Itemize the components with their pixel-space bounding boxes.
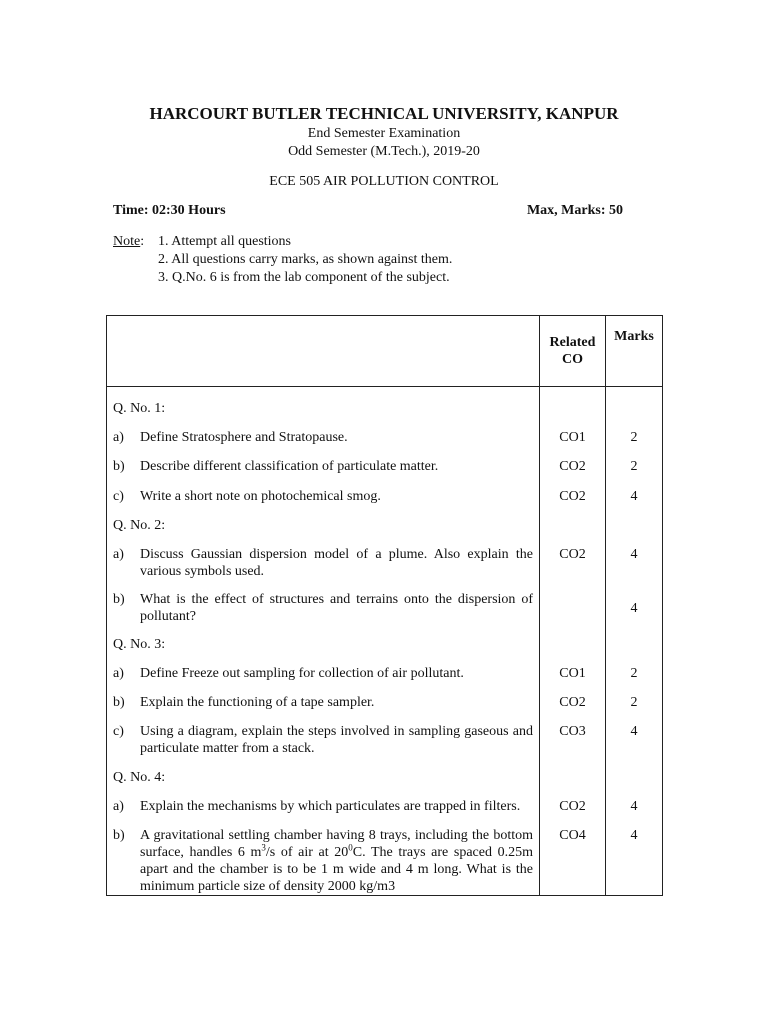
table-row	[107, 534, 663, 580]
marks-value: 2	[606, 653, 663, 682]
co-value: CO2	[540, 786, 606, 815]
co-value: CO2	[540, 534, 606, 580]
question-heading: Q. No. 4:	[107, 757, 540, 786]
marks-value: 4	[606, 786, 663, 815]
question-heading: Q. No. 2:	[107, 505, 540, 534]
question-text: Using a diagram, explain the steps involved in sampling gaseous and particulate matter from a stack.	[140, 724, 533, 756]
table-header-row	[107, 316, 663, 387]
co-value: CO4	[540, 815, 606, 896]
max-marks: Max, Marks: 50	[526, 203, 623, 218]
item-label: b)	[113, 459, 125, 474]
question-table	[106, 315, 663, 896]
item-label: b)	[113, 592, 125, 607]
item-label: c)	[113, 489, 124, 504]
question-text: Explain the functioning of a tape sampler.	[140, 695, 375, 710]
item-label: a)	[113, 430, 124, 445]
question-column-header	[107, 316, 540, 387]
note-line: 1. Attempt all questions	[158, 234, 291, 249]
related-co-header-line2: CO	[562, 352, 583, 367]
question-text-part: C. The trays are spaced 0.25m apart and the chamber is to be 1 m wide and 4 m long. What is the minimum particle size of density 2000 kg/m3	[140, 845, 533, 894]
question-heading-row	[107, 757, 663, 786]
marks-value: 4	[606, 711, 663, 757]
time-allowed: Time: 02:30 Hours	[113, 203, 226, 218]
note-label: Note	[113, 234, 141, 249]
instructions-note	[113, 233, 453, 285]
note-colon: :	[140, 234, 145, 249]
question-text: Discuss Gaussian dispersion model of a plume. Also explain the various symbols used.	[140, 547, 533, 579]
question-text-part: A gravitational settling chamber having 8 trays, including the bottom surface, handles 6 m	[140, 828, 533, 860]
table-row	[107, 446, 663, 475]
related-co-header	[540, 316, 606, 387]
related-co-header-line1: Related	[549, 335, 596, 350]
item-label: a)	[113, 799, 124, 814]
table-row	[107, 580, 663, 625]
marks-value: 4	[606, 534, 663, 580]
marks-value: 2	[606, 682, 663, 711]
table-row	[107, 682, 663, 711]
item-label: b)	[113, 828, 125, 843]
question-text: What is the effect of structures and terrains onto the dispersion of pollutant?	[140, 592, 533, 624]
table-row	[107, 475, 663, 505]
co-value: CO1	[540, 417, 606, 446]
co-value	[540, 580, 606, 625]
co-value: CO2	[540, 446, 606, 475]
table-row	[107, 815, 663, 896]
question-text-part: /s of air at 20	[265, 845, 349, 860]
question-text: Write a short note on photochemical smog.	[140, 489, 381, 504]
item-label: b)	[113, 695, 125, 710]
question-heading-row	[107, 505, 663, 534]
table-row	[107, 653, 663, 682]
exam-name: End Semester Examination	[307, 126, 461, 141]
co-value: CO1	[540, 653, 606, 682]
note-line: 2. All questions carry marks, as shown against them.	[158, 252, 453, 267]
table-row	[107, 417, 663, 446]
university-title: HARCOURT BUTLER TECHNICAL UNIVERSITY, KANPUR	[149, 104, 619, 123]
table-row	[107, 786, 663, 815]
course-title: ECE 505 AIR POLLUTION CONTROL	[269, 174, 499, 189]
co-value: CO3	[540, 711, 606, 757]
superscript: 0	[348, 842, 353, 853]
marks-value: 4	[606, 475, 663, 505]
question-text: Define Freeze out sampling for collection of air pollutant.	[140, 666, 464, 681]
question-heading-row	[107, 625, 663, 653]
item-label: c)	[113, 724, 124, 739]
item-label: a)	[113, 666, 124, 681]
co-value: CO2	[540, 682, 606, 711]
question-text	[140, 827, 533, 895]
superscript: 3	[261, 842, 266, 853]
co-value: CO2	[540, 475, 606, 505]
question-heading: Q. No. 3:	[107, 625, 540, 653]
question-heading-row	[107, 387, 663, 418]
table-row	[107, 711, 663, 757]
marks-value: 2	[606, 417, 663, 446]
question-text: Explain the mechanisms by which particulates are trapped in filters.	[140, 799, 521, 814]
note-lines	[158, 233, 452, 287]
question-text: Define Stratosphere and Stratopause.	[140, 430, 348, 445]
marks-value: 4	[606, 815, 663, 896]
item-label: a)	[113, 547, 124, 562]
marks-header: Marks	[606, 316, 663, 387]
marks-value: 4	[606, 580, 663, 625]
question-heading: Q. No. 1:	[107, 387, 540, 418]
semester-label: Odd Semester (M.Tech.), 2019-20	[288, 144, 480, 159]
question-text: Describe different classification of particulate matter.	[140, 459, 439, 474]
note-line: 3. Q.No. 6 is from the lab component of the subject.	[158, 270, 450, 285]
marks-value: 2	[606, 446, 663, 475]
